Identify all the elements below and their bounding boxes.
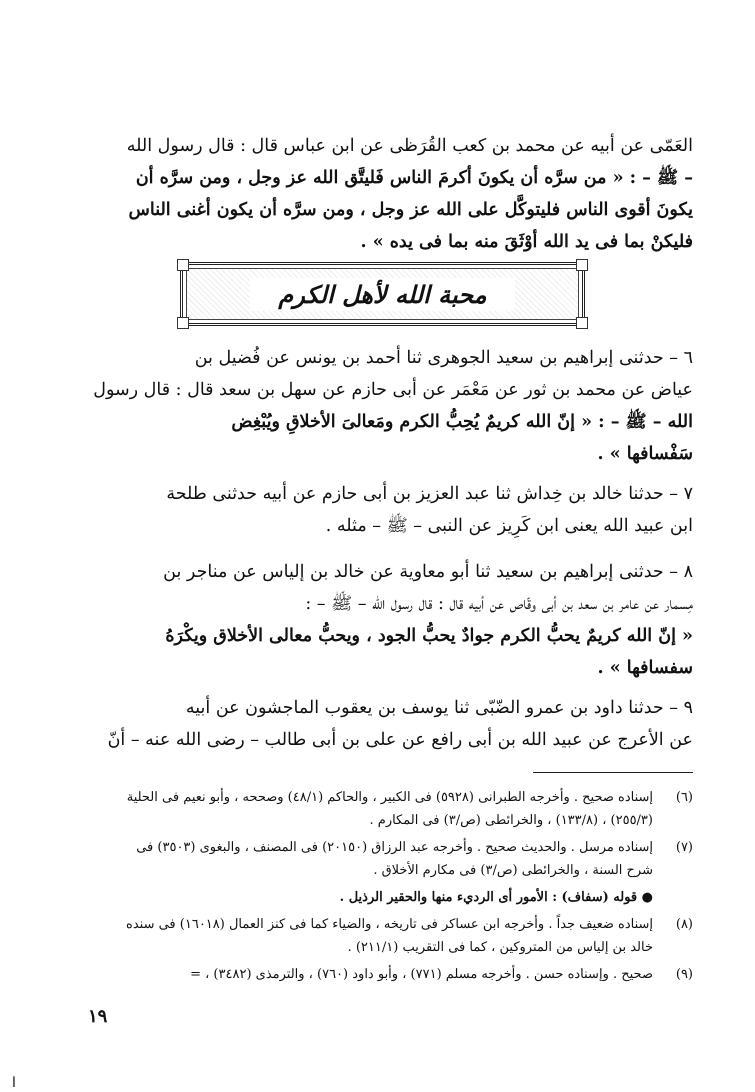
footnote-line: إسناده ضعيف جداً . وأخرجه ابن عساكر فى تاريخه ، والضياء كما فى كنز العمال (١٦٠١٨) فى سنده [126, 917, 653, 932]
frame-corner-ornament [576, 317, 588, 329]
hadith-8 [61, 556, 693, 684]
footnote-line: صحيح . وإسناده حسن . وأخرجه مسلم (٧٧١) ، وأبو داود (٧٦٠) ، والترمذى (٣٤٨٢) ، = [190, 967, 653, 982]
footnote-number: (٩) [675, 967, 693, 982]
hadith-7 [61, 478, 693, 542]
text-line: – ﷺ – : « من سرَّه أن يكونَ أكرمَ الناس فَليتَّق الله عز وجل ، ومن سرَّه أن [135, 168, 693, 188]
footnote-line: (٢٥٥/٣) ، (١٣٣/٨) ، والخرائطى (ص/٣) فى المكارم . [369, 813, 653, 828]
text-line: ابن عبيد الله يعنى ابن كَرِيز عن النبى – ﷺ – مثله . [325, 516, 693, 536]
footnote-number: (٧) [675, 840, 693, 855]
text-line: « إنّ الله كريمٌ يحبُّ الكرم جوادٌ يحبُّ الجود ، ويحبُّ معالى الأخلاق ويكْرَهُ [165, 626, 693, 646]
text-line: سفسافها » . [597, 658, 693, 678]
text-line: فليكنْ بما فى يد الله أوْثَقَ منه بما فى يده » . [360, 232, 693, 252]
text-line: ٧ – حدثنا خالد بن خِداش ثنا عبد العزيز بن أبى حازم عن أبيه حدثنى طلحة [166, 484, 693, 504]
hadith-6 [61, 342, 693, 470]
chapter-heading: محبة الله لأهل الكرم [250, 278, 514, 311]
frame-corner-ornament [576, 259, 588, 271]
footnote-line: إسناده مرسل . والحديث صحيح . وأخرجه عبد الرزاق (٢٠١٥٠) فى المصنف ، والبغوى (٣٥٠٣) فى [136, 840, 653, 855]
page-number: ١٩ [88, 1006, 108, 1027]
footnote-number: (٨) [675, 917, 693, 932]
footnote-7 [41, 836, 693, 882]
footnote-line: شرح السنة ، والخرائطى (ص/٣) فى مكارم الأخلاق . [373, 863, 653, 878]
text-line: عياض عن محمد بن ثور عن مَعْمَر عن أبى حازم عن سهل بن سعد قال : قال رسول [93, 380, 693, 400]
text-line: ٩ – حدثنا داود بن عمرو الضّبّى ثنا يوسف بن يعقوب الماجشون عن أبيه [185, 698, 693, 718]
footnote-gloss [41, 886, 693, 909]
text-line: مِسمار عن عامر بن سعد بن أبى وقّاص عن أبيه قال : قال رسول الله – ﷺ – : [305, 594, 693, 614]
footnote-8 [41, 913, 693, 959]
footnote-separator [533, 772, 693, 773]
frame-corner-ornament [177, 259, 189, 271]
footnote-line: ● قوله (سفاف) : الأمور أى الرديء منها والحقير الرذيل . [339, 890, 653, 905]
text-line: ٨ – حدثنى إبراهيم بن سعيد ثنا أبو معاوية عن خالد بن إلياس عن مناجر بن [163, 562, 693, 582]
footnote-line: خالد بن إلياس من المتروكين ، كما فى التقريب (٢١١/١) . [347, 940, 653, 955]
text-line: يكونَ أقوى الناس فليتوكَّل على الله عز وجل ، ومن سرَّه أن يكون أغنى الناس [128, 200, 693, 220]
footnote-line: إسناده صحيح . وأخرجه الطبرانى (٥٩٢٨) فى الكبير ، والحاكم (٤٨/١) وصححه ، وأبو نعيم فى الحلية [126, 790, 653, 805]
text-line: العَمّى عن أبيه عن محمد بن كعب القُرَظى عن ابن عباس قال : قال رسول الله [126, 136, 693, 156]
text-line: ٦ – حدثنى إبراهيم بن سعيد الجوهرى ثنا أحمد بن يونس عن فُضيل بن [194, 348, 693, 368]
text-line: الله – ﷺ – : « إنّ الله كريمٌ يُحِبُّ الكرم ومَعالىَ الأخلاقِ ويُبْغِض [231, 412, 693, 432]
text-line: سَفْسافها » . [597, 444, 693, 464]
chapter-heading-frame [180, 262, 585, 326]
text-line: عن الأعرج عن عبيد الله بن أبى رافع عن على بن أبى طالب – رضى الله عنه – أنّ [107, 730, 693, 750]
footnote-6 [41, 786, 693, 832]
heading-inner-panel [186, 268, 579, 320]
footnotes [41, 786, 693, 990]
frame-corner-ornament [177, 317, 189, 329]
hadith-9 [61, 692, 693, 756]
intro-paragraph [61, 130, 693, 258]
footnote-9 [41, 963, 693, 986]
page-edge-mark: ا [12, 1075, 16, 1091]
footnote-number: (٦) [675, 790, 693, 805]
